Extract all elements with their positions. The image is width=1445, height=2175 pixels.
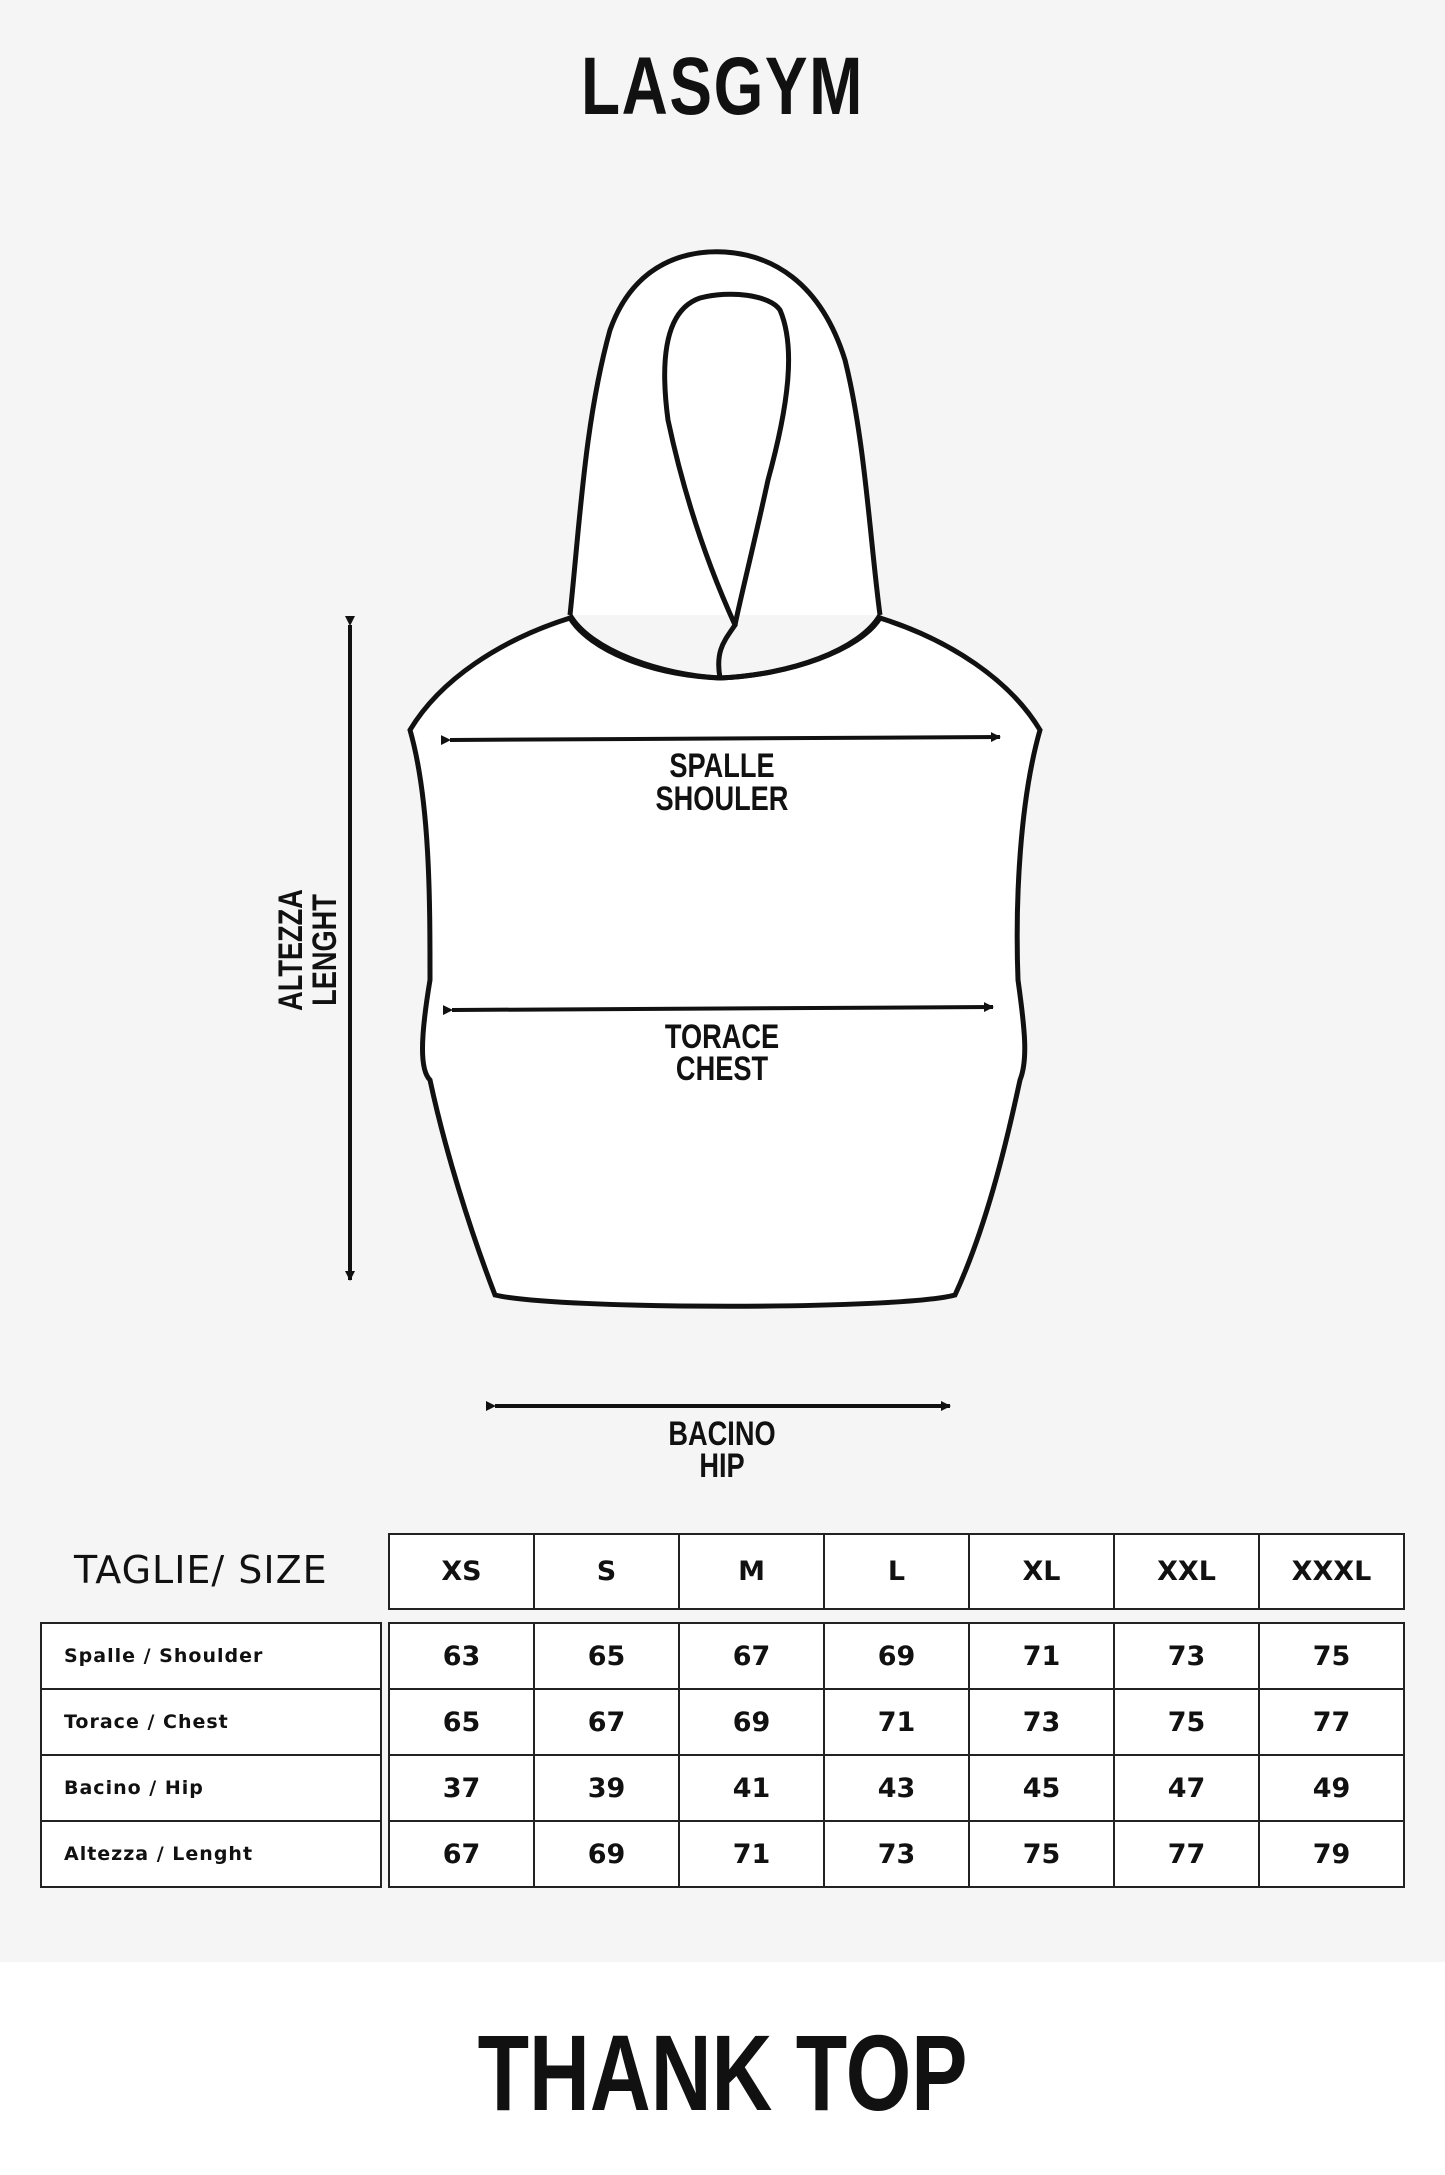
table-cell: 77 (1113, 1820, 1260, 1888)
length-label-en: LENGHT (305, 894, 344, 1006)
table-cell: 65 (533, 1622, 680, 1690)
size-header-cell: S (533, 1533, 680, 1610)
table-cell: 69 (678, 1688, 825, 1756)
table-cell: 63 (388, 1622, 535, 1690)
table-cell: 41 (678, 1754, 825, 1822)
row-label: Torace / Chest (40, 1688, 382, 1756)
table-cell: 43 (823, 1754, 970, 1822)
table-cell: 75 (1113, 1688, 1260, 1756)
table-cell: 73 (1113, 1622, 1260, 1690)
table-cell: 73 (968, 1688, 1115, 1756)
hood-outline (570, 252, 880, 615)
length-label: ALTEZZA (271, 889, 310, 1011)
table-cell: 71 (968, 1622, 1115, 1690)
row-label: Altezza / Lenght (40, 1820, 382, 1888)
size-header-cell: XXL (1113, 1533, 1260, 1610)
hip-label-en: HIP (699, 1446, 745, 1485)
size-header-cell: XS (388, 1533, 535, 1610)
shoulder-label-en: SHOULER (655, 779, 789, 818)
table-cell: 79 (1258, 1820, 1405, 1888)
table-cell: 65 (388, 1688, 535, 1756)
size-header-cell: XL (968, 1533, 1115, 1610)
table-cell: 69 (823, 1622, 970, 1690)
row-label: Spalle / Shoulder (40, 1622, 382, 1690)
body-outline (410, 618, 1040, 1306)
product-title: THANK TOP (477, 2012, 968, 2133)
row-label: Bacino / Hip (40, 1754, 382, 1822)
size-header-cell: XXXL (1258, 1533, 1405, 1610)
table-cell: 77 (1258, 1688, 1405, 1756)
table-cell: 67 (678, 1622, 825, 1690)
size-table-title: TAGLIE/ SIZE (74, 1548, 328, 1592)
shoulder-label: SPALLE (669, 746, 775, 785)
table-cell: 67 (533, 1688, 680, 1756)
size-header-cell: M (678, 1533, 825, 1610)
table-cell: 75 (1258, 1622, 1405, 1690)
hip-label: BACINO (668, 1414, 776, 1453)
table-cell: 69 (533, 1820, 680, 1888)
brand-logo: LASGYM (581, 41, 864, 132)
table-cell: 37 (388, 1754, 535, 1822)
chest-label: TORACE (664, 1017, 780, 1056)
table-cell: 75 (968, 1820, 1115, 1888)
size-header-cell: L (823, 1533, 970, 1610)
table-cell: 45 (968, 1754, 1115, 1822)
chest-label-en: CHEST (675, 1049, 769, 1088)
table-cell: 47 (1113, 1754, 1260, 1822)
table-cell: 39 (533, 1754, 680, 1822)
table-cell: 71 (678, 1820, 825, 1888)
table-cell: 67 (388, 1820, 535, 1888)
table-cell: 49 (1258, 1754, 1405, 1822)
table-cell: 71 (823, 1688, 970, 1756)
table-cell: 73 (823, 1820, 970, 1888)
